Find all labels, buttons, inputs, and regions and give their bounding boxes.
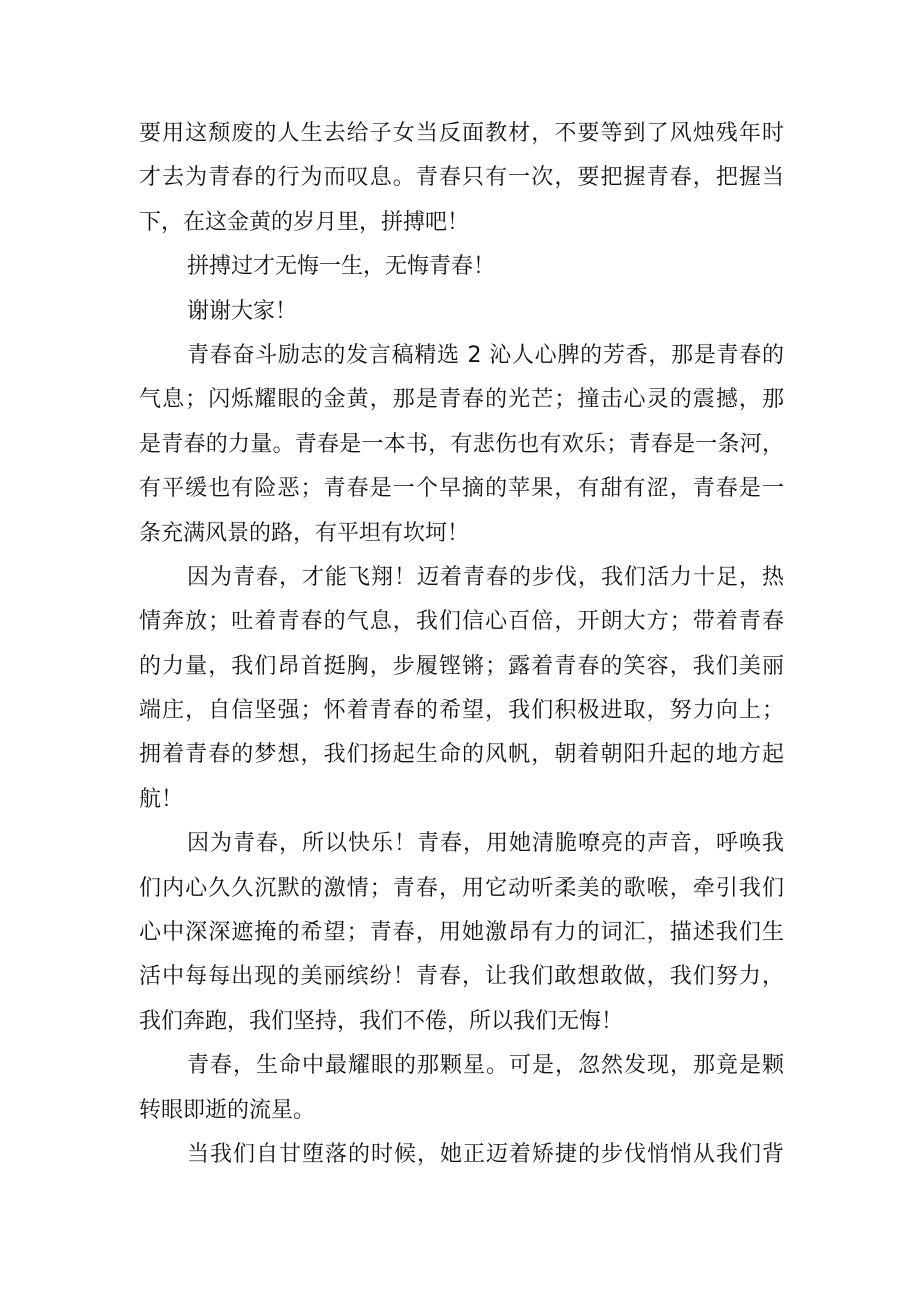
text-line: 下，在这金黄的岁月里，拼搏吧！ xyxy=(139,209,470,235)
text-line: 心中深深遮掩的希望；青春，用她激昂有力的词汇，描述我们生 xyxy=(139,920,784,946)
text-line: 航！ xyxy=(139,786,184,812)
text-line: 条充满风景的路，有平坦有坎坷！ xyxy=(139,520,470,546)
text-line: 有平缓也有险恶；青春是一个早摘的苹果，有甜有涩，青春是一 xyxy=(139,476,784,502)
text-line: 才去为青春的行为而叹息。青春只有一次，要把握青春，把握当 xyxy=(139,165,784,191)
text-line: 的力量，我们昂首挺胸，步履铿锵；露着青春的笑容，我们美丽 xyxy=(139,653,784,679)
text-line: 们内心久久沉默的激情；青春，用它动听柔美的歌喉，牵引我们 xyxy=(139,875,784,901)
text-line: 当我们自甘堕落的时候，她正迈着矫捷的步伐悄悄从我们背 xyxy=(187,1141,784,1167)
text-line: 因为青春，所以快乐！青春，用她清脆嘹亮的声音，呼唤我 xyxy=(187,831,784,857)
text-line: 端庄，自信坚强；怀着青春的希望，我们积极进取，努力向上； xyxy=(139,698,784,724)
text-line: 拥着青春的梦想，我们扬起生命的风帆，朝着朝阳升起的地方起 xyxy=(139,742,784,768)
text-line: 气息；闪烁耀眼的金黄，那是青春的光芒；撞击心灵的震撼，那 xyxy=(139,387,784,413)
text-line: 谢谢大家！ xyxy=(187,298,298,324)
text-line: 情奔放；吐着青春的气息，我们信心百倍，开朗大方；带着青春 xyxy=(139,609,784,635)
text-line: 要用这颓废的人生去给子女当反面教材，不要等到了风烛残年时 xyxy=(139,121,784,146)
text-line: 我们奔跑，我们坚持，我们不倦，所以我们无悔！ xyxy=(139,1008,624,1034)
text-line: 转眼即逝的流星。 xyxy=(139,1097,316,1123)
text-line: 青春，生命中最耀眼的那颗星。可是，忽然发现，那竟是颗 xyxy=(187,1053,784,1079)
text-line: 拼搏过才无悔一生，无悔青春！ xyxy=(187,254,496,280)
text-line: 因为青春，才能飞翔！迈着青春的步伐，我们活力十足，热 xyxy=(187,564,784,590)
text-line: 青春奋斗励志的发言稿精选 2 沁人心脾的芳香，那是青春的 xyxy=(187,342,784,368)
document-page xyxy=(139,112,784,1177)
text-line: 活中每每出现的美丽缤纷！青春，让我们敢想敢做，我们努力， xyxy=(139,964,784,990)
text-line: 是青春的力量。青春是一本书，有悲伤也有欢乐；青春是一条河， xyxy=(139,431,784,457)
